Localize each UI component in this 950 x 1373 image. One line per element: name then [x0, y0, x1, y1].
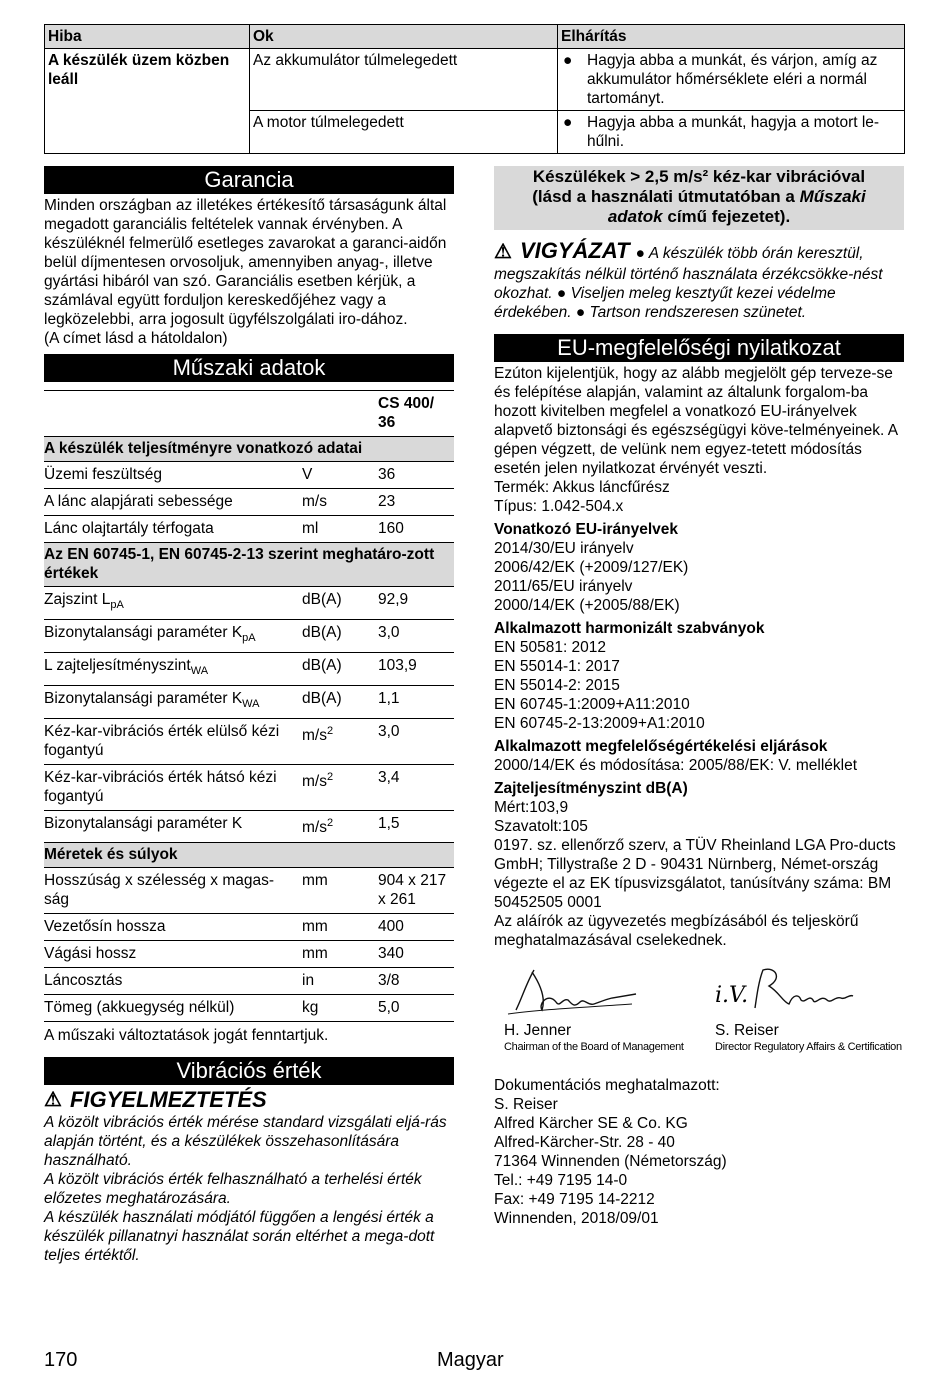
spec-value: 1,1	[378, 686, 454, 719]
spec-group-row	[44, 543, 454, 587]
right-column	[494, 166, 904, 1228]
spec-name	[44, 765, 302, 811]
footer-language: Magyar	[437, 1349, 504, 1371]
vibration-paragraph: A közölt vibrációs érték felhasználható a terhelési érték előzetes meghatározására.	[44, 1170, 422, 1207]
spec-name-subscript: WA	[242, 698, 260, 711]
spec-unit	[302, 686, 378, 719]
troubleshooting-table	[44, 24, 905, 154]
section-title-eu: EU-megfelelőségi nyilatkozat	[494, 334, 904, 362]
spec-unit-text: mm	[302, 871, 328, 889]
procedure-title: Alkalmazott megfelelőségértékelési eljárások	[494, 738, 828, 755]
spec-unit-text: in	[302, 971, 315, 989]
spec-value: 23	[378, 489, 454, 516]
spec-name-text: Vezetősín hossza	[44, 917, 166, 935]
spec-row	[44, 994, 454, 1021]
warning-heading	[44, 1087, 454, 1113]
spec-row	[44, 940, 454, 967]
spec-unit-text: mm	[302, 944, 328, 962]
notified-body-text: 0197. sz. ellenőrző szerv, a TÜV Rheinland LGA Pro-ducts GmbH; Tillystraße 2 D - 90431 Nürnberg, Német-ország végezte el az EK típusvizsgálatot, tanúsítvány száma: BM 50452505 0001	[494, 837, 896, 911]
vibration-box	[494, 166, 904, 230]
documentation-contact	[494, 1076, 904, 1228]
signatures	[494, 964, 904, 1064]
spec-name-subscript: pA	[110, 599, 124, 612]
spec-name	[44, 686, 302, 719]
spec-name	[44, 587, 302, 620]
spec-name-text: Tömeg (akkuegység nélkül)	[44, 998, 235, 1016]
spec-row	[44, 489, 454, 516]
spec-unit-text: mm	[302, 917, 328, 935]
spec-unit-text: dB(A)	[302, 624, 342, 642]
spec-name-subscript: pA	[242, 632, 256, 645]
spec-value: 5,0	[378, 994, 454, 1021]
standard-item: EN 60745-2-13:2009+A1:2010	[494, 715, 705, 732]
garancia-text: Minden országban az illetékes értékesítő társaságunk által megadott garanciális feltételek vannak érvényben. A készüléknél felmerülő esetleges zavarokat a garanci-aidőn belül díjmentesen orvosoljuk, amennyiben anyag-, illetve gyártási hibáról van szó. Garanciális esetben kérjük, a számlával együtt forduljon kereskedőjéhez vagy a legközelebbi, arra jogosult ügyfélszolgálati iro-dához.	[44, 197, 447, 328]
warning-triangle-icon: ⚠	[494, 241, 512, 263]
spec-name-text: Bizonytalansági paraméter K	[44, 815, 243, 833]
spec-name	[44, 462, 302, 489]
spec-value: 904 x 217 x 261	[378, 867, 454, 913]
garancia-address-note: (A címet lásd a hátoldalon)	[44, 330, 228, 347]
header-fault: Hiba	[45, 25, 250, 49]
header-cause: Ok	[250, 25, 558, 49]
spec-unit-text: m/s	[302, 773, 327, 791]
spec-value: 92,9	[378, 587, 454, 620]
spec-unit-text: dB(A)	[302, 690, 342, 708]
signature-jenner	[504, 964, 644, 1022]
remedy-text: Hagyja abba a munkát, hagyja a motort le-hűlni.	[587, 114, 880, 150]
spec-unit-text: m/s	[302, 819, 327, 837]
spec-unit-text: ml	[302, 520, 319, 537]
spec-header-row	[44, 391, 454, 437]
signatories-note: Az aláírók az ügyvezetés megbízásából és teljeskörű meghatalmazásával cselekednek.	[494, 913, 859, 949]
fault-cell: A készülék üzem közben leáll	[45, 49, 250, 154]
spec-unit	[302, 719, 378, 765]
page-number: 170	[44, 1349, 78, 1371]
spec-name-text: Zajszint L	[44, 591, 111, 608]
spec-unit	[302, 913, 378, 940]
spec-name	[44, 967, 302, 994]
spec-value: 103,9	[378, 653, 454, 686]
spec-name	[44, 653, 302, 686]
spec-group-row	[44, 437, 454, 462]
model-name: CS 400/ 36	[378, 391, 454, 437]
spec-unit	[302, 811, 378, 842]
spec-unit	[302, 462, 378, 489]
table-header-row	[45, 25, 905, 49]
spec-group-label: Az EN 60745-1, EN 60745-2-13 szerint meghatáro-zott értékek	[44, 543, 454, 587]
section-title-vibracio: Vibrációs érték	[44, 1057, 454, 1085]
spec-row	[44, 811, 454, 842]
spec-name-text: Kéz-kar-vibrációs érték hátsó kézi fogantyú	[44, 769, 277, 806]
spec-name	[44, 719, 302, 765]
remedy-cell	[558, 111, 905, 154]
eu-product: Termék: Akkus láncfűrész	[494, 479, 670, 496]
spec-name	[44, 516, 302, 543]
signature-reiser	[715, 964, 905, 1022]
spec-unit	[302, 967, 378, 994]
spec-row	[44, 719, 454, 765]
spec-unit-superscript: 2	[326, 725, 334, 738]
spec-row	[44, 913, 454, 940]
spec-unit-text: kg	[302, 998, 319, 1016]
signer-role: Chairman of the Board of Management	[504, 1041, 684, 1053]
remedy-cell	[558, 49, 905, 111]
section-title-muszaki: Műszaki adatok	[44, 354, 454, 382]
spec-name-text: Bizonytalansági paraméter K	[44, 690, 243, 708]
spec-row	[44, 462, 454, 489]
spec-row	[44, 867, 454, 913]
spec-row	[44, 620, 454, 653]
vibration-box-line: (lásd a használati útmutatóban a	[532, 187, 795, 206]
signer-name: S. Reiser	[715, 1022, 779, 1039]
spec-row	[44, 686, 454, 719]
spec-value: 36	[378, 462, 454, 489]
noise-guaranteed: Szavatolt:105	[494, 818, 588, 835]
standard-item: EN 50581: 2012	[494, 639, 607, 656]
tech-change-note: A műszaki változtatások jogát fenntartjuk.	[44, 1026, 329, 1044]
spec-name	[44, 913, 302, 940]
bullet-icon: ●	[563, 114, 573, 131]
spec-unit-text: dB(A)	[302, 591, 342, 608]
vibration-box-line: című fejezetet).	[667, 207, 791, 226]
spec-name-text: Bizonytalansági paraméter K	[44, 624, 243, 642]
warning-triangle-icon: ⚠	[44, 1088, 62, 1111]
spec-group-label: A készülék teljesítményre vonatkozó adatai	[44, 437, 454, 462]
spec-name-subscript: WA	[190, 665, 209, 678]
spec-name-text: Láncosztás	[44, 971, 123, 989]
noise-measured: Mért:103,9	[494, 799, 569, 816]
spec-unit	[302, 765, 378, 811]
spec-unit-text: dB(A)	[302, 657, 342, 675]
standards-list	[494, 638, 904, 733]
spec-unit	[302, 940, 378, 967]
spec-table	[44, 390, 454, 1022]
cause-cell: A motor túlmelegedett	[250, 111, 558, 154]
spec-unit-text: m/s	[302, 493, 327, 510]
spec-unit	[302, 489, 378, 516]
directives-list	[494, 539, 904, 615]
standards-title: Alkalmazott harmonizált szabványok	[494, 620, 765, 637]
directive-item: 2006/42/EK (+2009/127/EK)	[494, 559, 689, 576]
cause-cell: Az akkumulátor túlmelegedett	[250, 49, 558, 111]
directive-item: 2011/65/EU irányelv	[494, 578, 633, 595]
eu-intro: Ezúton kijelentjük, hogy az alább megjelölt gép terveze-se és felépítése alapján, valamint az általunk forgalom-ba hozott kivitelben megfelel a vonatkozó EU-irányelvek alapvető biztonsági és egészségügyi köve-telményeinek. A gépen végzett, de velünk nem egyez-tetett módosítás esetén jelen nyilatkozat érvényét veszti.	[494, 365, 898, 477]
spec-unit	[302, 994, 378, 1021]
contact-line: S. Reiser	[494, 1096, 558, 1113]
spec-name-text: Üzemi feszültség	[44, 466, 163, 483]
standard-item: EN 55014-1: 2017	[494, 658, 620, 675]
spec-row	[44, 765, 454, 811]
spec-row	[44, 967, 454, 994]
directives-title: Vonatkozó EU-irányelvek	[494, 521, 679, 538]
spec-name	[44, 940, 302, 967]
spec-row	[44, 587, 454, 620]
contact-line: Winnenden, 2018/09/01	[494, 1210, 659, 1227]
contact-line: 71364 Winnenden (Németország)	[494, 1153, 727, 1170]
spec-name-text: Lánc olajtartály térfogata	[44, 520, 214, 537]
vigyazat-heading	[494, 238, 636, 263]
spec-value: 1,5	[378, 811, 454, 842]
directive-item: 2000/14/EK (+2005/88/EK)	[494, 597, 680, 614]
left-column	[44, 166, 454, 1265]
signature-block-jenner	[504, 964, 694, 1054]
procedure-text: 2000/14/EK és módosítása: 2005/88/EK: V. melléklet	[494, 757, 858, 774]
spec-name	[44, 489, 302, 516]
spec-row	[44, 516, 454, 543]
vibration-paragraph: A készülék használati módjától függően a lengési érték a készülék pillanatnyi használat során eltérhet a mega-dott teljes értéktől.	[44, 1208, 435, 1264]
standard-item: EN 55014-2: 2015	[494, 677, 620, 694]
bullet-icon: ●	[563, 52, 573, 69]
spec-group-row	[44, 842, 454, 867]
spec-unit	[302, 587, 378, 620]
noise-title: Zajteljesítményszint dB(A)	[494, 780, 688, 797]
spec-name	[44, 867, 302, 913]
spec-unit-text: m/s	[302, 727, 327, 745]
spec-name	[44, 994, 302, 1021]
spec-name-text: Kéz-kar-vibrációs érték elülső kézi fogantyú	[44, 723, 280, 760]
spec-value: 3,0	[378, 719, 454, 765]
remedy-text: Hagyja abba a munkát, és várjon, amíg az akkumulátor hőmérséklete eléri a normál tartományt.	[587, 52, 878, 107]
spec-value: 400	[378, 913, 454, 940]
eu-type: Típus: 1.042-504.x	[494, 498, 624, 515]
spec-name-text: L zajteljesítményszint	[44, 657, 191, 675]
spec-name	[44, 620, 302, 653]
vibration-box-italic: adatok	[607, 207, 663, 226]
spec-value: 3,0	[378, 620, 454, 653]
spec-value: 160	[378, 516, 454, 543]
spec-unit-text: V	[302, 466, 313, 483]
spec-group-label: Méretek és súlyok	[44, 842, 454, 867]
vigyazat-block	[494, 238, 904, 322]
spec-value: 340	[378, 940, 454, 967]
vibration-box-italic: Műszaki	[799, 187, 866, 206]
spec-name-text: Vágási hossz	[44, 944, 137, 962]
contact-line: Dokumentációs meghatalmazott:	[494, 1077, 720, 1094]
directive-item: 2014/30/EU irányelv	[494, 540, 634, 557]
spec-unit-superscript: 2	[326, 817, 334, 830]
spec-unit	[302, 620, 378, 653]
signature-block-reiser	[715, 964, 905, 1054]
spec-unit-superscript: 2	[326, 771, 334, 784]
spec-name-text: Hosszúság x szélesség x magas-ság	[44, 871, 275, 908]
contact-line: Alfred Kärcher SE & Co. KG	[494, 1115, 688, 1132]
signature-reiser-scribble	[749, 964, 859, 1022]
signature-prefix: i.V.	[715, 983, 749, 1008]
vigyazat-heading-text: VIGYÁZAT	[519, 238, 630, 263]
contact-line: Alfred-Kärcher-Str. 28 - 40	[494, 1134, 675, 1151]
spec-name	[44, 811, 302, 842]
signer-role: Director Regulatory Affairs & Certification	[715, 1041, 902, 1053]
spec-unit	[302, 653, 378, 686]
standard-item: EN 60745-1:2009+A11:2010	[494, 696, 690, 713]
contact-line: Tel.: +49 7195 14-0	[494, 1172, 628, 1189]
spec-name-text: A lánc alapjárati sebessége	[44, 493, 233, 510]
vigyazat-text: ● A készülék több órán keresztül, megszakítás nélkül történő használata érzékcsökke-nést okozhat. ● Viseljen meleg kesztyűt kezei védelme érdekében. ● Tartson rendszeresen szünetet.	[494, 245, 883, 321]
signer-name: H. Jenner	[504, 1022, 572, 1039]
spec-value: 3,4	[378, 765, 454, 811]
spec-unit	[302, 867, 378, 913]
contact-line: Fax: +49 7195 14-2212	[494, 1191, 655, 1208]
header-remedy: Elhárítás	[558, 25, 905, 49]
table-row	[45, 49, 905, 111]
spec-row	[44, 653, 454, 686]
spec-unit	[302, 516, 378, 543]
spec-value: 3/8	[378, 967, 454, 994]
section-title-garancia: Garancia	[44, 166, 454, 194]
vibration-box-line: Készülékek > 2,5 m/s² kéz-kar vibrációval	[532, 167, 866, 186]
warning-heading-text: FIGYELMEZTETÉS	[69, 1086, 267, 1112]
vibration-paragraph: A közölt vibrációs érték mérése standard vizsgálati eljá-rás alapján történt, és a készülékek összehasonlítására használható.	[44, 1113, 447, 1169]
